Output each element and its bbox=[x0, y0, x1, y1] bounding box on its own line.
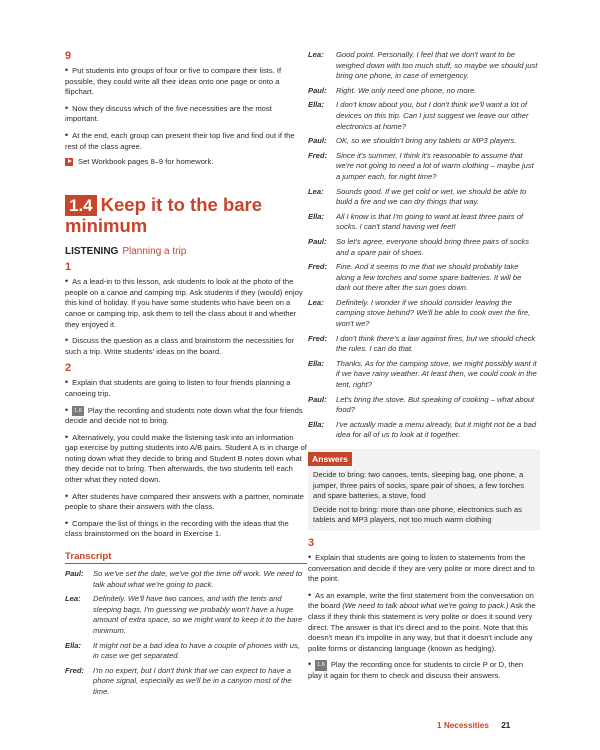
bullet-icon: • bbox=[308, 659, 312, 670]
section-number-1: 1 bbox=[65, 261, 72, 274]
bullet-icon: • bbox=[65, 129, 69, 140]
speaker: Lea: bbox=[308, 186, 324, 196]
transcript-line bbox=[308, 50, 538, 82]
bullet-icon: • bbox=[65, 517, 69, 528]
bullet: • Discuss the question as a class and brainstorm the necessities for such a trip. Write students' ideas on the board. bbox=[65, 335, 295, 356]
bullet: • Compare the list of things in the recording with the ideas that the class brainstormed on the board in Exercise 1. bbox=[65, 517, 289, 539]
speech: Definitely. I wonder if we should consider leaving the camping stove behind? We'll be able to cook over the fire, won't we? bbox=[336, 297, 531, 329]
bullet-icon: • bbox=[65, 490, 69, 501]
lesson-number: 1.4 bbox=[65, 195, 97, 216]
bullet: • Put students into groups of four or five to compare their lists. If possible, they could write all their ideas onto one page or onto a flipchart. bbox=[65, 65, 282, 97]
speaker: Fred: bbox=[65, 665, 84, 675]
transcript-heading: Transcript bbox=[65, 551, 307, 564]
transcript-line bbox=[308, 334, 538, 355]
bullet: • After students have compared their answers with a partner, nominate people to share their answers with the class. bbox=[65, 490, 304, 512]
speech: I'm no expert, but I don't think that we can expect to have a phone signal, especially as we'll be in a canyon most of the time. bbox=[93, 665, 292, 696]
speech: Sounds good. If we get cold or wet, we should be able to build a fire and we can dry things that way. bbox=[336, 186, 527, 207]
bullet-icon: • bbox=[65, 276, 69, 287]
speaker: Paul: bbox=[308, 236, 327, 246]
transcript-line bbox=[308, 395, 538, 416]
listening-label: LISTENING bbox=[65, 246, 119, 258]
listening-topic: Planning a trip bbox=[122, 246, 187, 258]
speech: I've actually made a menu already, but it might not be a bad idea for all of us to look at it together. bbox=[336, 419, 537, 440]
speech: Fine. And it seems to me that we should probably take along a few torches and some spare batteries. It will be dark out there after the sun goes down. bbox=[336, 262, 522, 293]
bullet: • As a lead-in to this lesson, ask students to look at the photo of the people on a canoe and camping trip. Ask students if they (would) enjoy this kind of holiday. If you have some students who have been on a canoe or camping trip, ask them to tell the class about it and whether they enjoyed it. bbox=[65, 276, 303, 329]
transcript-line bbox=[308, 86, 538, 97]
bullet: • 1.6 Play the recording and students note down what the four friends decide and decide not to bring. bbox=[65, 404, 303, 426]
page-footer bbox=[437, 721, 510, 730]
bullet: • 1.6 Play the recording once for students to circle P or D, then play it again for them to check and discuss their answers. bbox=[308, 659, 524, 680]
bullet-icon: • bbox=[308, 551, 312, 562]
transcript-line bbox=[308, 212, 538, 233]
transcript-line bbox=[308, 187, 538, 208]
unit-number: 1 bbox=[437, 721, 442, 730]
speaker: Ella: bbox=[65, 640, 82, 650]
section-number-3: 3 bbox=[308, 536, 315, 549]
speech: Since it's summer, I think it's reasonable to assume that we're not going to need a lot of warm clothing – maybe just a jumper each, for night time? bbox=[336, 150, 534, 181]
bullet: • At the end, each group can present their top five and find out if the rest of the class agree. bbox=[65, 129, 295, 151]
answers-bring: Decide to bring: two canoes, tents, sleeping bag, one phone, a jumper, three pairs of socks, spare pair of shoes, a few torches and spare batteries, a stove, food bbox=[313, 470, 525, 501]
transcript-line bbox=[308, 136, 538, 147]
transcript-line bbox=[65, 569, 307, 590]
speech: So let's agree, everyone should bring three pairs of socks and a spare pair of shoes. bbox=[336, 236, 530, 257]
left-column bbox=[65, 50, 307, 702]
speaker: Paul: bbox=[65, 569, 84, 579]
speaker: Fred: bbox=[308, 150, 327, 160]
bullet-icon: • bbox=[65, 377, 69, 388]
speech: Definitely. We'll have two canoes, and with the tents and sleeping bags, I'm guessing we probably won't have a huge amount of extra space, so we might want to keep it to the bare minimum. bbox=[93, 594, 303, 635]
speaker: Ella: bbox=[308, 419, 325, 429]
transcript-line bbox=[308, 298, 538, 330]
transcript-line bbox=[308, 359, 538, 391]
speaker: Ella: bbox=[308, 211, 325, 221]
speech: Let's bring the stove. But speaking of cooking – what about food? bbox=[336, 394, 535, 415]
speaker: Lea: bbox=[308, 297, 324, 307]
bullet-icon: • bbox=[308, 589, 312, 600]
unit-title: Necessities bbox=[443, 721, 489, 730]
lesson-title: Keep it to the bare minimum bbox=[65, 194, 263, 237]
bullet-icon: • bbox=[65, 404, 69, 415]
bullet: • Alternatively, you could make the listening task into an information gap exercise by putting students into A/B pairs. Student A is in charge of noting down what they decide to bring and Student B notes down what they decide not to bring. Then afterwards, the two students tell each other what they noted down. bbox=[65, 431, 307, 485]
speaker: Paul: bbox=[308, 136, 327, 146]
bullet: • Explain that students are going to listen to four friends planning a canoeing trip. bbox=[65, 377, 291, 398]
bullet-icon: • bbox=[65, 431, 69, 442]
transcript-line bbox=[65, 641, 307, 662]
speaker: Fred: bbox=[308, 333, 327, 343]
speech: It might not be a bad idea to have a couple of phones with us, in case we get separated. bbox=[93, 640, 300, 661]
speech: Good point. Personally, I feel that we don't want to be weighed down with too much stuff, so maybe we should just bring one phone, in case of emergency. bbox=[336, 50, 538, 81]
speaker: Ella: bbox=[308, 358, 325, 368]
transcript-line bbox=[308, 151, 538, 183]
answers-box bbox=[308, 449, 540, 531]
transcript-line bbox=[308, 100, 538, 132]
transcript-line bbox=[308, 237, 538, 258]
transcript-line bbox=[308, 262, 538, 294]
bullet-icon: • bbox=[65, 65, 69, 75]
audio-track-icon: 1.6 bbox=[72, 406, 84, 417]
lesson-heading bbox=[65, 195, 307, 237]
speech: Right. We only need one phone, no more. bbox=[336, 85, 477, 95]
speaker: Lea: bbox=[65, 594, 81, 604]
audio-track-icon: 1.6 bbox=[315, 660, 327, 671]
speech: Thanks. As for the camping stove, we might possibly want it if we have rainy weather. At least then, we could cook in the tent, right? bbox=[336, 358, 537, 390]
section-number-2: 2 bbox=[65, 362, 72, 375]
workbook-note: Set Workbook pages 8–9 for homework. bbox=[65, 157, 307, 166]
arrow-icon bbox=[65, 158, 73, 166]
transcript-line bbox=[308, 420, 538, 441]
listening-heading bbox=[65, 246, 307, 257]
bullet-icon: • bbox=[65, 335, 69, 346]
bullet: • Now they discuss which of the five necessities are the most important. bbox=[65, 102, 272, 124]
speech: I don't think there's a law against fires, but we should check the rules. I can do that. bbox=[336, 333, 536, 354]
speech: I don't know about you, but I don't think we'll want a lot of devices on this trip. Can I just suggest we leave our other electronics at home? bbox=[336, 100, 529, 131]
bullet-icon: • bbox=[65, 102, 69, 113]
speaker: Lea: bbox=[308, 50, 324, 59]
right-column bbox=[308, 50, 538, 687]
speech: All I know is that I'm going to want at least three pairs of socks. I can't stand having wet feet! bbox=[336, 211, 524, 232]
bullet: • As an example, write the first statement from the conversation on the board (We need to talk about what we're going to pack.) Ask the class if they think this statement is very polite or does it sound very direct. The answer is that it's direct and to the point. Note that this doesn't mean it's impolite in any way, but that it doesn't include any polite forms or distancing language (known as hedging). bbox=[308, 589, 536, 653]
speech: So we've set the date, we've got the time off work. We need to talk about what we're going to pack. bbox=[93, 569, 303, 589]
answers-not-bring: Decide not to bring: more than one phone, electronics such as tablets and MP3 players, not too much warm clothing bbox=[313, 504, 522, 525]
speaker: Ella: bbox=[308, 100, 325, 110]
page-number: 21 bbox=[501, 721, 511, 730]
speaker: Paul: bbox=[308, 85, 327, 95]
speaker: Paul: bbox=[308, 394, 327, 404]
speech: OK, so we shouldn't bring any tablets or MP3 players. bbox=[336, 136, 517, 146]
section-number-9: 9 bbox=[65, 50, 72, 62]
answers-heading: Answers bbox=[308, 452, 352, 466]
transcript-line bbox=[65, 594, 307, 636]
speaker: Fred: bbox=[308, 262, 327, 272]
transcript-line bbox=[65, 666, 307, 698]
bullet: • Explain that students are going to listen to statements from the conversation and decide if they are very polite or more direct and to the point. bbox=[308, 551, 535, 584]
